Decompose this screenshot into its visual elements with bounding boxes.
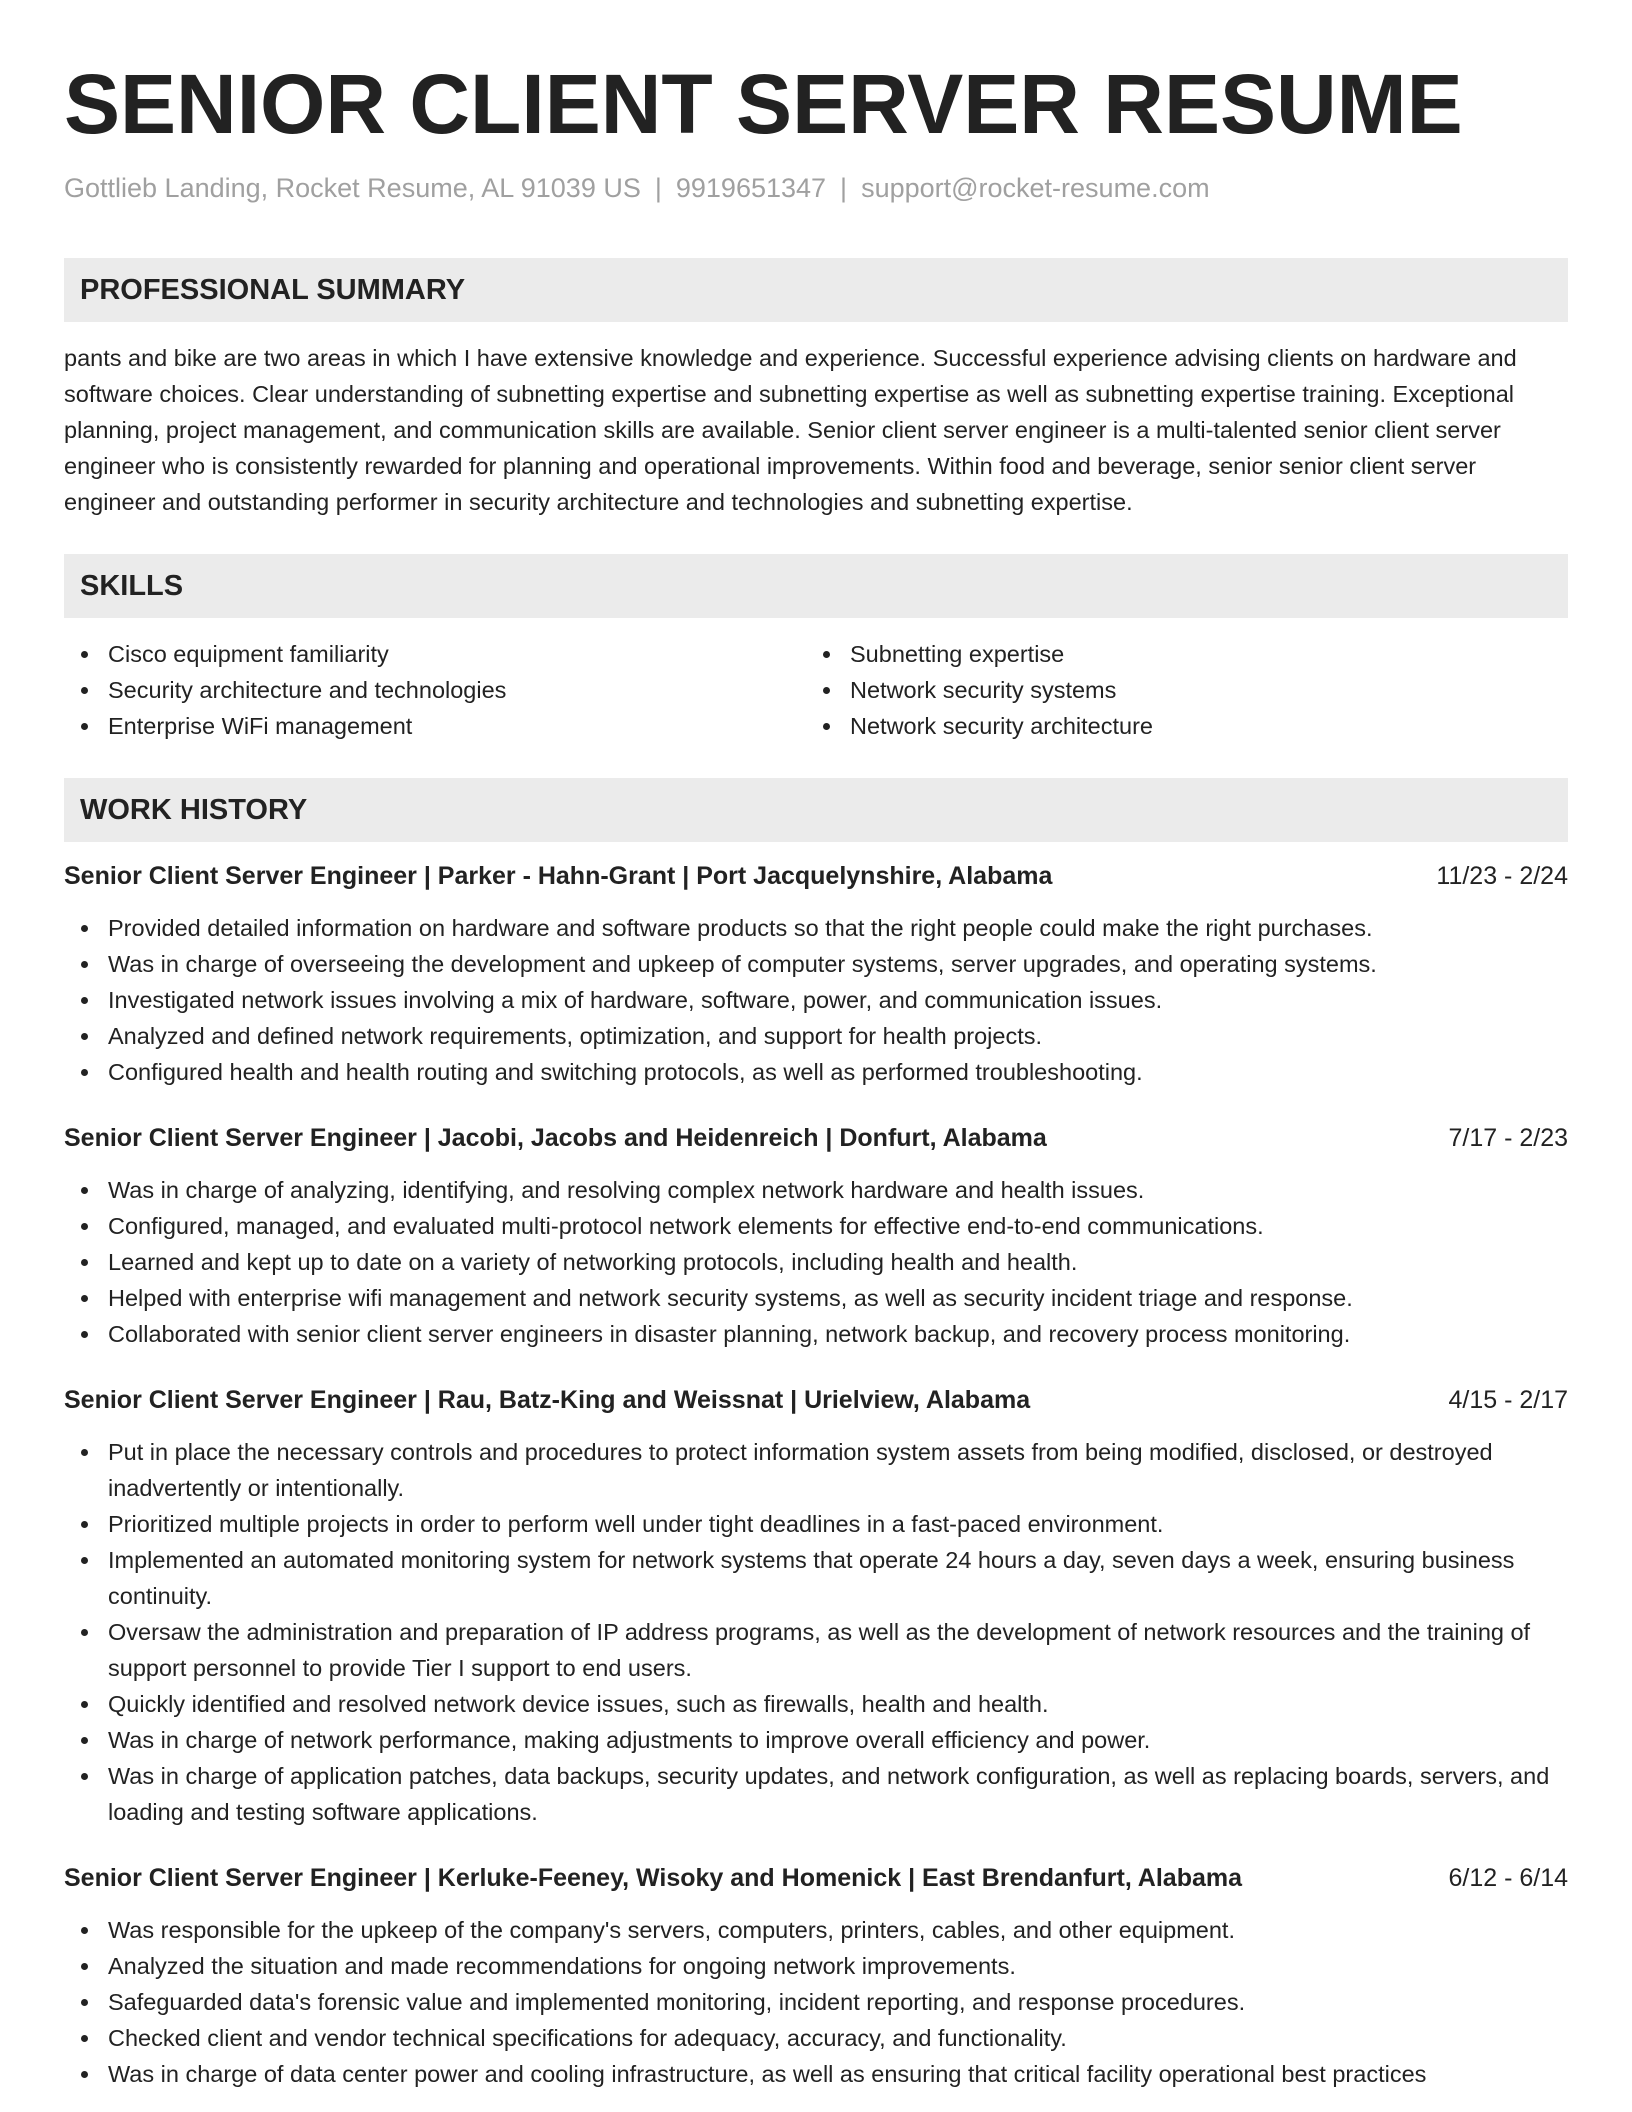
job-bullet: Investigated network issues involving a mix of hardware, software, power, and communication issues.: [64, 982, 1568, 1018]
contact-separator: |: [654, 173, 662, 203]
skill-item: Enterprise WiFi management: [64, 708, 806, 744]
job-bullet: Safeguarded data's forensic value and implemented monitoring, incident reporting, and response procedures.: [64, 1984, 1568, 2020]
skill-item: Cisco equipment familiarity: [64, 636, 806, 672]
job-entry: [64, 1120, 1568, 1352]
job-entry: [64, 858, 1568, 1090]
job-bullets: [64, 1434, 1568, 1830]
job-dates: 11/23 - 2/24: [1436, 862, 1568, 890]
job-header: [64, 1382, 1568, 1418]
job-bullet: Configured, managed, and evaluated multi-protocol network elements for effective end-to-end communications.: [64, 1208, 1568, 1244]
resume-title: SENIOR CLIENT SERVER RESUME: [64, 57, 1463, 151]
job-bullet: Put in place the necessary controls and procedures to protect information system assets from being modified, disclosed, or destroyed inadvertently or intentionally.: [64, 1434, 1568, 1506]
job-bullet: Was in charge of data center power and cooling infrastructure, as well as ensuring that critical facility operational best practices: [64, 2056, 1568, 2092]
skills-heading: SKILLS: [64, 554, 1568, 618]
job-bullet: Helped with enterprise wifi management and network security systems, as well as security incident triage and response.: [64, 1280, 1568, 1316]
job-bullet: Analyzed and defined network requirements, optimization, and support for health projects.: [64, 1018, 1568, 1054]
skill-item: Network security systems: [806, 672, 1548, 708]
contact-separator: |: [840, 173, 848, 203]
contact-line: [64, 170, 1568, 206]
job-bullet: Analyzed the situation and made recommendations for ongoing network improvements.: [64, 1948, 1568, 1984]
job-bullet: Implemented an automated monitoring system for network systems that operate 24 hours a day, seven days a week, ensuring business continuity.: [64, 1542, 1568, 1614]
job-header: [64, 1860, 1568, 1896]
job-bullet: Was responsible for the upkeep of the company's servers, computers, printers, cables, and other equipment.: [64, 1912, 1568, 1948]
skills-column-left: [64, 636, 806, 744]
job-bullet: Was in charge of overseeing the development and upkeep of computer systems, server upgrades, and operating systems.: [64, 946, 1568, 982]
job-bullet: Was in charge of application patches, data backups, security updates, and network configuration, as well as replacing boards, servers, and loading and testing software applications.: [64, 1758, 1568, 1830]
job-bullet: Checked client and vendor technical specifications for adequacy, accuracy, and functionality.: [64, 2020, 1568, 2056]
job-dates: 6/12 - 6/14: [1448, 1864, 1568, 1892]
job-bullet: Was in charge of network performance, making adjustments to improve overall efficiency and power.: [64, 1722, 1568, 1758]
job-bullets: [64, 1172, 1568, 1352]
skill-item: Subnetting expertise: [806, 636, 1548, 672]
job-dates: 7/17 - 2/23: [1448, 1124, 1568, 1152]
contact-email: support@rocket-resume.com: [861, 173, 1210, 203]
job-bullets: [64, 910, 1568, 1090]
job-title: Senior Client Server Engineer | Rau, Batz-King and Weissnat | Urielview, Alabama: [64, 1386, 1031, 1414]
job-bullet: Learned and kept up to date on a variety of networking protocols, including health and health.: [64, 1244, 1568, 1280]
job-title: Senior Client Server Engineer | Parker - Hahn-Grant | Port Jacquelynshire, Alabama: [64, 862, 1053, 890]
skill-item: Security architecture and technologies: [64, 672, 806, 708]
job-bullet: Configured health and health routing and switching protocols, as well as performed troubleshooting.: [64, 1054, 1568, 1090]
resume-page: [64, 50, 1568, 2092]
job-bullet: Prioritized multiple projects in order to perform well under tight deadlines in a fast-paced environment.: [64, 1506, 1568, 1542]
skill-item: Network security architecture: [806, 708, 1548, 744]
job-title: Senior Client Server Engineer | Kerluke-Feeney, Wisoky and Homenick | East Brendanfurt, Alabama: [64, 1864, 1243, 1892]
job-dates: 4/15 - 2/17: [1448, 1386, 1568, 1414]
job-bullet: Was in charge of analyzing, identifying, and resolving complex network hardware and health issues.: [64, 1172, 1568, 1208]
job-bullet: Collaborated with senior client server engineers in disaster planning, network backup, and recovery process monitoring.: [64, 1316, 1568, 1352]
job-header: [64, 1120, 1568, 1156]
job-bullet: Provided detailed information on hardware and software products so that the right people could make the right purchases.: [64, 910, 1568, 946]
skills-grid: [64, 636, 1568, 744]
summary-text: pants and bike are two areas in which I have extensive knowledge and experience. Successful experience advising clients on hardware and software choices. Clear understanding of subnetting expertise and subnetting expertise as well as subnetting expertise training. Exceptional planning, project management, and communication skills are available. Senior client server engineer is a multi-talented senior client server engineer who is consistently rewarded for planning and operational improvements. Within food and beverage, senior senior client server engineer and outstanding performer in security architecture and technologies and subnetting expertise.: [64, 345, 1517, 515]
skills-column-right: [806, 636, 1548, 744]
job-entry: [64, 1382, 1568, 1830]
job-bullet: Quickly identified and resolved network device issues, such as firewalls, health and health.: [64, 1686, 1568, 1722]
contact-address: Gottlieb Landing, Rocket Resume, AL 91039 US: [64, 173, 641, 203]
work-history-heading: WORK HISTORY: [64, 778, 1568, 842]
job-bullets: [64, 1912, 1568, 2092]
job-bullet: Oversaw the administration and preparation of IP address programs, as well as the development of network resources and the training of support personnel to provide Tier I support to end users.: [64, 1614, 1568, 1686]
job-entry: [64, 1860, 1568, 2092]
contact-phone: 9919651347: [675, 173, 827, 203]
job-title: Senior Client Server Engineer | Jacobi, Jacobs and Heidenreich | Donfurt, Alabama: [64, 1124, 1047, 1152]
job-header: [64, 858, 1568, 894]
summary-heading: PROFESSIONAL SUMMARY: [64, 258, 1568, 322]
